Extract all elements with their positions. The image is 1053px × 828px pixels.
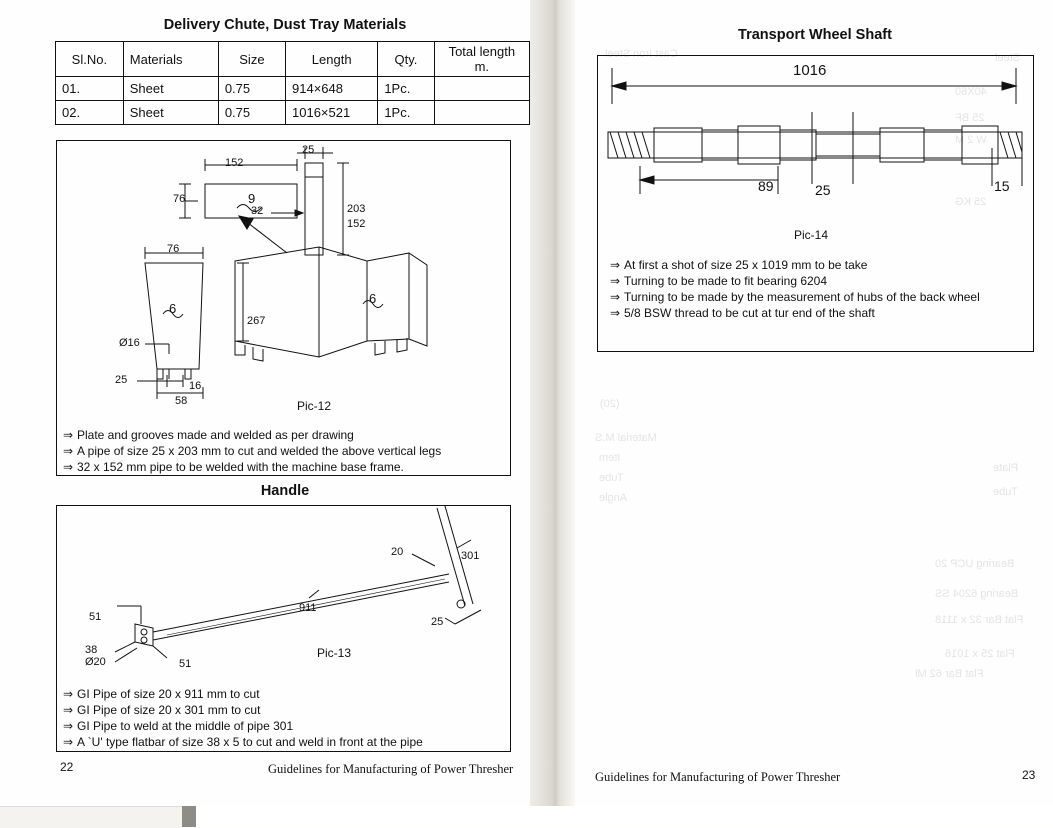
arrow-icon: ⇒ [63, 719, 74, 733]
drawing-pic13 [57, 506, 510, 686]
notes-pic12 [57, 423, 516, 479]
drawing-pic14 [598, 56, 1033, 286]
note-text: Plate and grooves made and welded as per drawing [77, 428, 354, 442]
page-number-left: 22 [60, 760, 74, 774]
th-materials: Materials [123, 42, 218, 77]
note-text: GI Pipe to weld at the middle of pipe 301 [77, 719, 294, 733]
notes-pic13 [57, 682, 516, 754]
cell-size: 0.75 [218, 77, 285, 101]
note-item [610, 273, 1035, 289]
dim-89: 89 [758, 178, 774, 194]
cell-slno: 01. [56, 77, 124, 101]
materials-table [55, 41, 530, 125]
cell-qty: 1Pc. [378, 101, 434, 125]
note-item [63, 427, 510, 443]
cell-material: Sheet [123, 101, 218, 125]
note-text: Turning to be made by the measurement of hubs of the back wheel [624, 290, 980, 304]
figure-pic14-frame [597, 55, 1034, 352]
arrow-icon: ⇒ [610, 290, 621, 304]
dim-152-top: 152 [225, 157, 244, 169]
cell-material: Sheet [123, 77, 218, 101]
dim-6-right: 6 [369, 291, 377, 306]
th-slno: Sl.No. [56, 42, 124, 77]
dim-15: 15 [994, 178, 1010, 194]
note-text: A pipe of size 25 x 203 mm to cut and welded the above vertical legs [77, 444, 442, 458]
dim-9: 9 [248, 191, 256, 206]
arrow-icon: ⇒ [63, 687, 74, 701]
arrow-icon: ⇒ [63, 428, 74, 442]
bleed-text: Flat Bar 32 x 1118 [935, 614, 1024, 626]
right-page [575, 0, 1053, 806]
dim-301: 301 [461, 550, 480, 562]
dim-58: 58 [175, 395, 188, 407]
note-text: 5/8 BSW thread to be cut at tur end of the shaft [624, 306, 875, 320]
th-size: Size [218, 42, 285, 77]
bleed-text: Tube [599, 472, 624, 484]
dim-25-pipe: 25 [302, 144, 315, 156]
th-qty: Qty. [378, 42, 434, 77]
dim-38: 38 [85, 644, 98, 656]
footer-left: Guidelines for Manufacturing of Power Thresher [268, 762, 514, 776]
note-item [63, 443, 510, 459]
bleed-text: Bearing UCP 20 [935, 558, 1015, 570]
dim-76-top: 76 [167, 243, 180, 255]
arrow-icon: ⇒ [610, 306, 621, 320]
arrow-icon: ⇒ [610, 258, 621, 272]
dim-6-left: 6 [169, 301, 177, 316]
th-total-length: Total length m. [434, 42, 529, 77]
arrow-icon: ⇒ [63, 460, 74, 474]
bleed-text: 25 BF [955, 112, 985, 124]
arrow-icon: ⇒ [63, 703, 74, 717]
arrow-icon: ⇒ [610, 274, 621, 288]
figure-caption-pic13: Pic-13 [317, 646, 352, 660]
dim-16: 16 [189, 380, 202, 392]
page-title-transport-wheel-shaft: Transport Wheel Shaft [738, 27, 892, 43]
dim-267: 267 [247, 315, 266, 327]
bleed-text: (20) [600, 398, 620, 410]
note-item [63, 686, 510, 702]
bleed-text: Material M.S [595, 432, 657, 444]
cell-slno: 02. [56, 101, 124, 125]
dim-20: 20 [391, 546, 404, 558]
dim-25-bottom: 25 [115, 374, 128, 386]
bleed-text: Flat 25 x 1016 [945, 648, 1015, 660]
dim-dia20: Ø20 [85, 656, 106, 668]
bleed-text: Tube [993, 486, 1018, 498]
note-text: GI Pipe of size 20 x 911 mm to cut [77, 687, 260, 701]
dim-25-handle: 25 [431, 616, 444, 628]
dim-51-bottom: 51 [179, 658, 192, 670]
notes-pic14 [604, 253, 1041, 325]
dim-32: 32 [251, 205, 264, 217]
note-text: GI Pipe of size 20 x 301 mm to cut [77, 703, 261, 717]
page-bottom-edge-left [0, 806, 182, 828]
note-item [63, 702, 510, 718]
cell-length: 1016×521 [286, 101, 378, 125]
bleed-text: Bearing 6204 SS [935, 588, 1019, 600]
page-title-delivery-chute: Delivery Chute, Dust Tray Materials [163, 17, 407, 33]
arrow-icon: ⇒ [63, 735, 74, 749]
bleed-text: Flat Bar 62 Ml [915, 668, 984, 680]
bleed-text: Steel [995, 52, 1021, 64]
note-text: 32 x 152 mm pipe to be welded with the machine base frame. [77, 460, 404, 474]
bleed-text: Angle [599, 492, 628, 504]
footer-right: Guidelines for Manufacturing of Power Thresher [595, 770, 841, 784]
dim-203: 203 [347, 203, 366, 215]
note-item [610, 257, 1035, 273]
dim-51-top: 51 [89, 611, 102, 623]
bleed-text: Item [599, 452, 621, 464]
dim-dia16: Ø16 [119, 337, 140, 349]
figure-pic12-frame [56, 140, 511, 476]
arrow-icon: ⇒ [63, 444, 74, 458]
dim-911: 911 [299, 602, 317, 614]
note-item [610, 305, 1035, 321]
bleed-text: Cast Iron Steel [605, 48, 678, 60]
dim-25-shaft: 25 [815, 182, 831, 198]
note-item [610, 289, 1035, 305]
cell-size: 0.75 [218, 101, 285, 125]
bleed-text: W 2 M [955, 134, 987, 146]
bleed-text: 25 KG [955, 196, 987, 208]
page-title-handle: Handle [260, 483, 310, 499]
cell-qty: 1Pc. [378, 77, 434, 101]
note-item [63, 718, 510, 734]
note-item [63, 734, 510, 750]
figure-caption-pic14: Pic-14 [794, 228, 829, 242]
table-header-row [56, 42, 530, 77]
cell-total [434, 77, 529, 101]
bleed-text: Plate [993, 462, 1019, 474]
figure-caption-pic12: Pic-12 [297, 399, 332, 413]
note-text: Turning to be made to fit bearing 6204 [624, 274, 828, 288]
th-length: Length [286, 42, 378, 77]
note-text: At first a shot of size 25 x 1019 mm to be take [624, 258, 868, 272]
figure-pic13-frame [56, 505, 511, 752]
dim-152-pipe: 152 [347, 218, 366, 230]
page-number-right: 23 [1022, 768, 1036, 782]
table-row [56, 77, 530, 101]
cell-length: 914×648 [286, 77, 378, 101]
table-row [56, 101, 530, 125]
dim-76-left: 76 [173, 193, 186, 205]
bleed-text: 40X60 [955, 86, 987, 98]
note-text: A `U' type flatbar of size 38 x 5 to cut and weld in front at the pipe [77, 735, 423, 749]
cell-total [434, 101, 529, 125]
note-item [63, 459, 510, 475]
dim-1016: 1016 [793, 62, 827, 79]
left-page [0, 0, 530, 806]
